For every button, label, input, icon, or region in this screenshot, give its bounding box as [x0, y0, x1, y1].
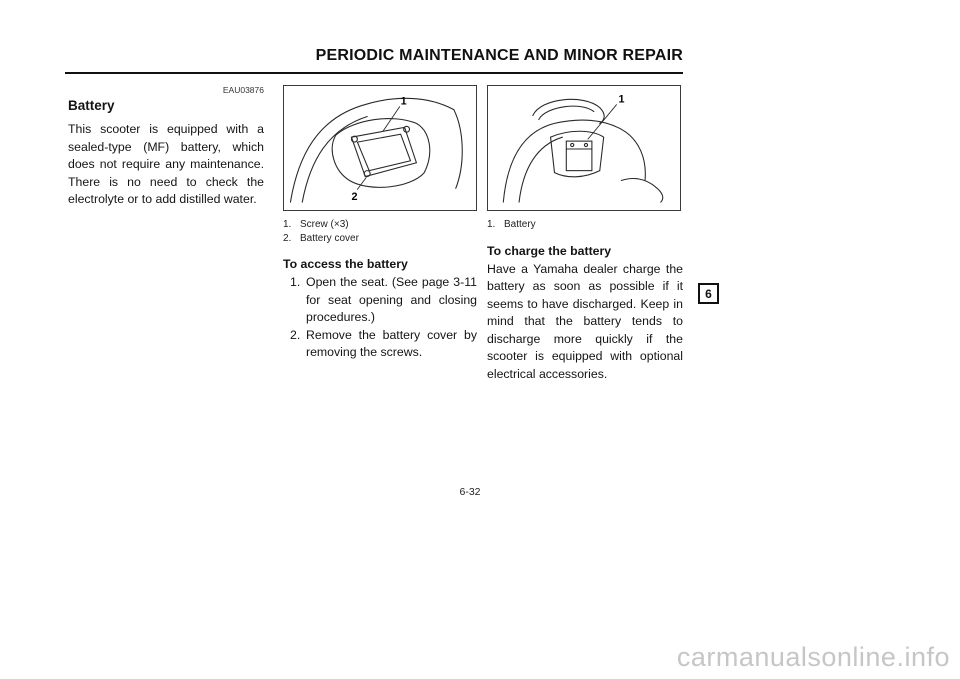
step-text: Open the seat. (See page 3-11 for seat opening and closing procedures.): [306, 275, 477, 325]
subheading-access-battery: To access the battery: [283, 257, 408, 271]
figure-callout-2: 2: [351, 191, 358, 204]
battery-intro-paragraph: This scooter is equipped with a sealed-type (MF) battery, which does not require any maintenance. There is no need to check the electrolyte or to add distilled water.: [68, 122, 264, 207]
caption-text: Battery: [504, 219, 536, 230]
caption-text: Screw (×3): [300, 219, 349, 230]
figure-captions: [283, 218, 477, 245]
illustration-linework: [290, 95, 462, 202]
caption-screw: [283, 218, 477, 232]
access-steps-list: [283, 274, 477, 362]
battery-location-figure-frame: [487, 85, 681, 211]
caption-number: 1.: [487, 219, 496, 230]
figure-callout-1: 1: [400, 95, 407, 108]
battery-cover-illustration: [284, 86, 476, 210]
caption-battery-cover: [283, 232, 477, 246]
middle-column: [283, 85, 477, 362]
step-number: 1.: [290, 275, 301, 289]
caption-number: 1.: [283, 219, 292, 230]
chapter-tab-6: 6: [698, 283, 719, 304]
battery-location-illustration: [488, 86, 682, 210]
figure-captions: [487, 218, 683, 232]
right-column: [487, 85, 683, 384]
list-item: [283, 327, 477, 362]
watermark-text: carmanualsonline.info: [676, 642, 950, 672]
charge-battery-paragraph: Have a Yamaha dealer charge the battery as soon as possible if it seems to have discharged. Keep in mind that the battery tends to discharge more quickly if the scooter is equipped with optional electrical accessories.: [487, 261, 683, 382]
step-text: Remove the battery cover by removing the screws.: [306, 327, 477, 360]
header-rule: [65, 72, 683, 74]
caption-battery: [487, 218, 683, 232]
step-number: 2.: [290, 327, 301, 342]
illustration-linework: [503, 99, 662, 202]
list-item: [283, 274, 477, 327]
reference-code: EAU03876: [222, 85, 264, 95]
section-title-battery: Battery: [68, 98, 115, 113]
caption-text: Battery cover: [300, 232, 359, 244]
left-column: [68, 85, 264, 209]
figure-callout-1: 1: [618, 93, 625, 106]
caption-number: 2.: [283, 232, 292, 244]
subheading-charge-battery: To charge the battery: [487, 243, 612, 258]
page-header-title: PERIODIC MAINTENANCE AND MINOR REPAIR: [315, 47, 683, 64]
battery-cover-figure-frame: [283, 85, 477, 211]
page-number: 6-32: [459, 486, 481, 498]
